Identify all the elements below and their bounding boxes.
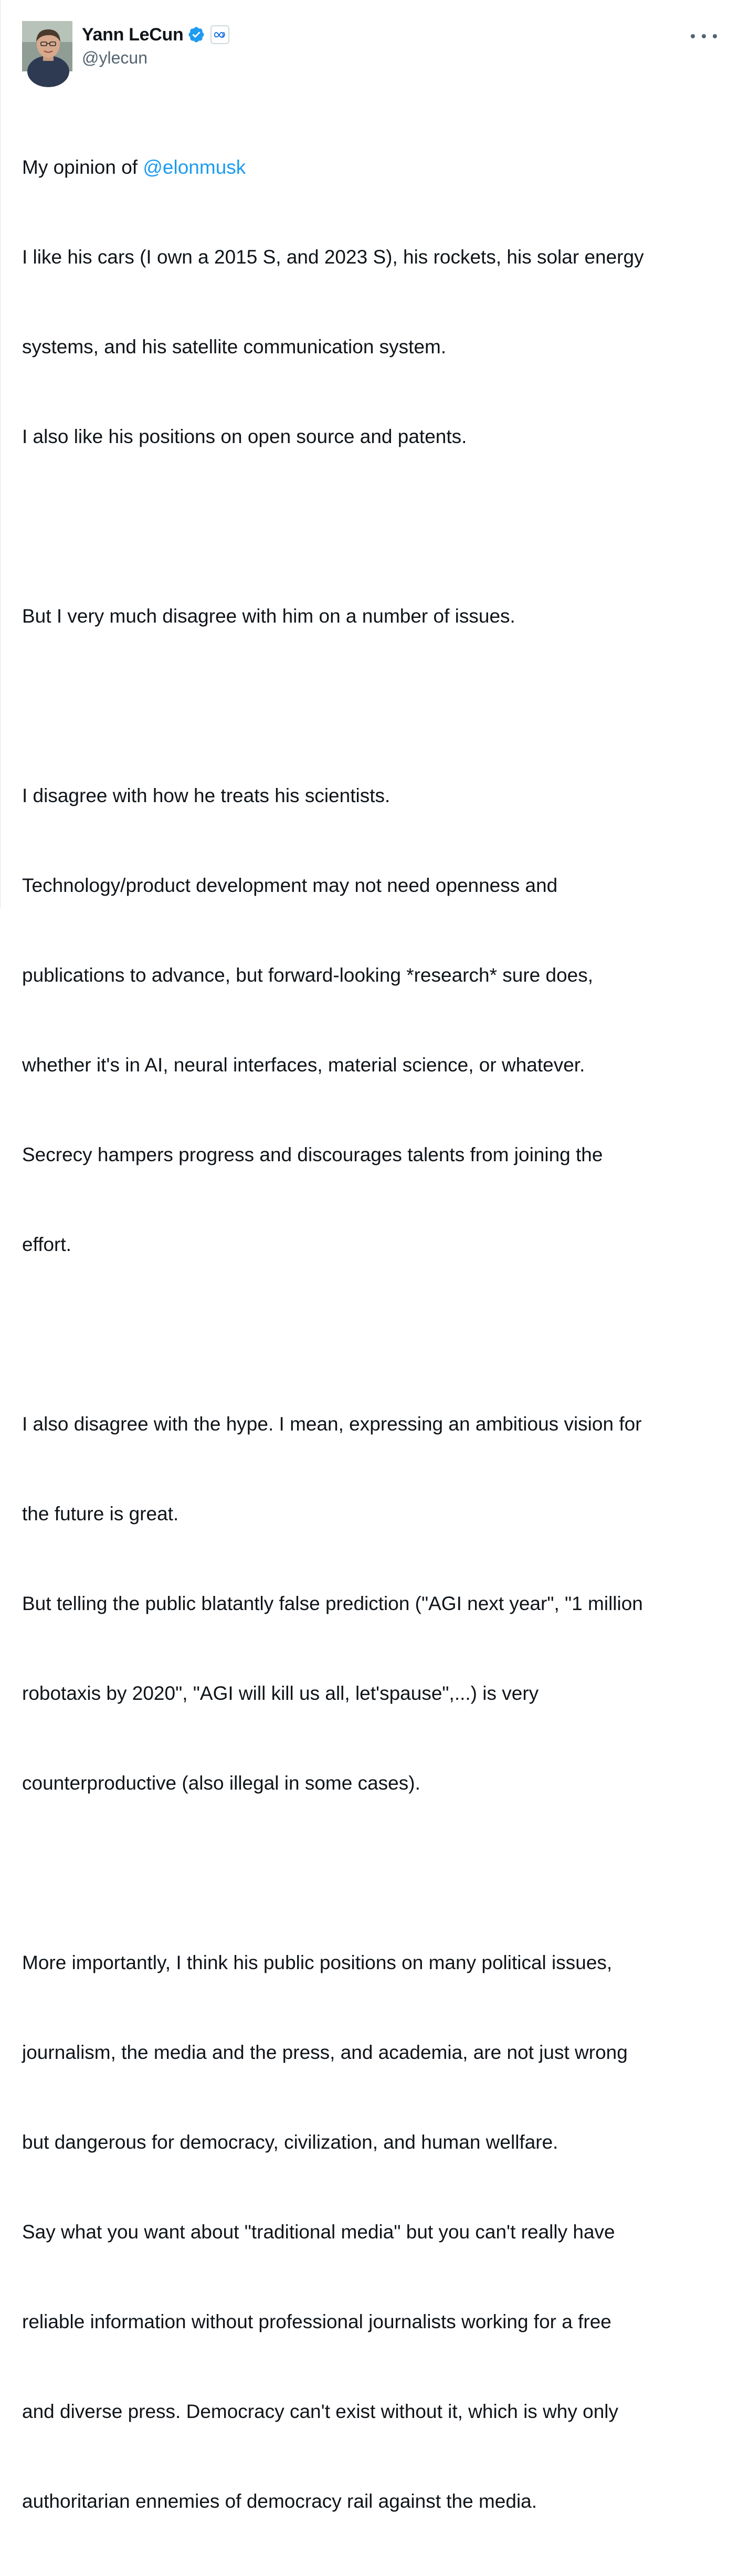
tweet-line: authoritarian ennemies of democracy rail against the media. — [22, 2490, 537, 2512]
tweet-line-intro — [22, 152, 725, 182]
tweet-line: Secrecy hampers progress and discourages talents from joining the — [22, 1144, 603, 1165]
author-display-name[interactable]: Yann LeCun — [82, 24, 184, 45]
tweet-line: I disagree with how he treats his scientists. — [22, 785, 390, 806]
tweet-line: I also like his positions on open source and patents. — [22, 426, 467, 447]
tweet-line: and diverse press. Democracy can't exist without it, which is why only — [22, 2401, 619, 2422]
more-options-icon[interactable] — [691, 28, 717, 44]
tweet-line: journalism, the media and the press, and academia, are not just wrong — [22, 2042, 628, 2063]
avatar[interactable] — [22, 21, 72, 71]
author-info — [82, 23, 229, 68]
tweet-line — [22, 691, 725, 721]
tweet-line: whether it's in AI, neural interfaces, material science, or whatever. — [22, 1054, 585, 1076]
meta-logo-icon[interactable] — [210, 25, 229, 44]
name-row — [82, 23, 229, 46]
tweet-line: More importantly, I think his public positions on many political issues, — [22, 1952, 613, 1973]
tweet-text — [22, 92, 725, 2576]
tweet-line: effort. — [22, 1234, 71, 1255]
avatar-image — [22, 21, 72, 71]
tweet-line — [22, 1858, 725, 1888]
tweet-line: I like his cars (I own a 2015 S, and 2023 S), his rockets, his solar energy — [22, 246, 644, 268]
tweet-line — [22, 1319, 725, 1349]
mention-link[interactable]: @elonmusk — [143, 156, 246, 178]
tweet-line: Say what you want about "traditional media" but you can't really have — [22, 2221, 615, 2243]
tweet-line — [22, 511, 725, 541]
tweet-line: systems, and his satellite communication system. — [22, 336, 447, 358]
tweet-line: reliable information without professional journalists working for a free — [22, 2311, 611, 2332]
tweet-line: but dangerous for democracy, civilization, and human wellfare. — [22, 2131, 558, 2153]
tweet-line: robotaxis by 2020", "AGI will kill us all, let'spause",...) is very — [22, 1683, 539, 1704]
tweet-line: the future is great. — [22, 1503, 179, 1524]
author-handle[interactable]: @ylecun — [82, 48, 147, 67]
tweet-intro-text: My opinion of — [22, 156, 143, 178]
tweet-header — [22, 21, 717, 71]
tweet-line: I also disagree with the hype. I mean, expressing an ambitious vision for — [22, 1413, 642, 1435]
tweet-line: publications to advance, but forward-looking *research* sure does, — [22, 964, 594, 986]
verified-badge-icon[interactable] — [187, 26, 205, 44]
tweet-line: But telling the public blatantly false prediction ("AGI next year", "1 million — [22, 1593, 643, 1614]
tweet-line: counterproductive (also illegal in some cases). — [22, 1772, 420, 1794]
tweet-line: But I very much disagree with him on a number of issues. — [22, 605, 515, 627]
tweet-line: Technology/product development may not need openness and — [22, 875, 558, 896]
